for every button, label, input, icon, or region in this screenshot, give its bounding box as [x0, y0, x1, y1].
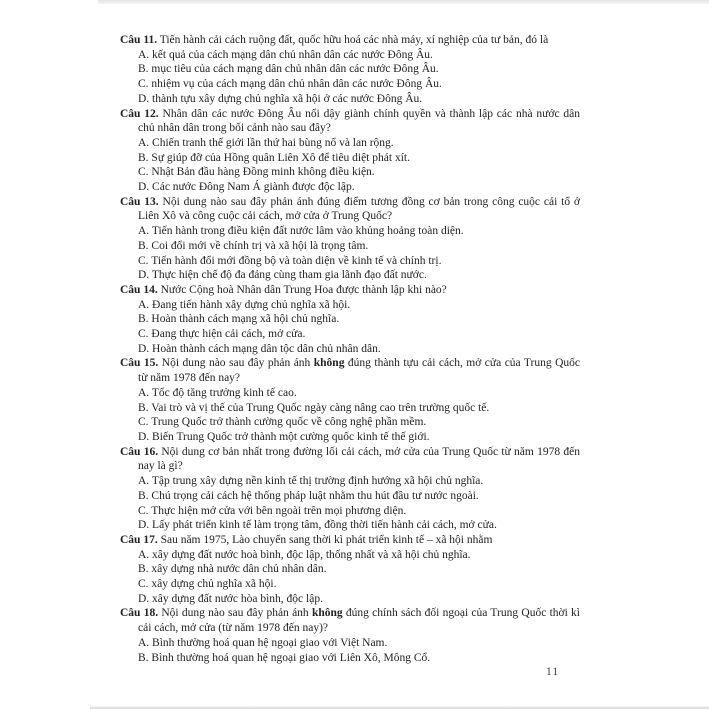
question-text — [120, 606, 580, 635]
question-label: Câu 17. — [120, 533, 158, 546]
question-text-segment: không — [313, 357, 345, 370]
question-text — [120, 356, 580, 385]
question-label: Câu 11. — [120, 34, 158, 46]
answer-option: D. thành tựu xây dựng chủ nghĩa xã hội ở các nước Đông Âu. — [138, 92, 423, 105]
question-text — [120, 445, 580, 474]
answer-option: B. Chú trọng cải cách hệ thống pháp luật nhằm thu hút đầu tư nước ngoài. — [138, 489, 479, 502]
question-text-segment: đúng thành tựu cải cách, mở cửa của Trung Quốc từ năm 1978 đến nay? — [138, 357, 580, 385]
answer-option: D. Các nước Đông Nam Á giành được độc lập. — [138, 181, 355, 194]
answer-option: D. Hoàn thành cách mạng dân tộc dân chủ nhân dân. — [138, 342, 381, 355]
answer-option: C. Thực hiện mở cửa với bên ngoài trên mọi phương diện. — [138, 504, 407, 517]
answer-option: B. mục tiêu của cách mạng dân chủ nhân dân các nước Đông Âu. — [138, 63, 439, 76]
question-block — [120, 107, 580, 195]
question-block — [120, 195, 580, 283]
answer-option: C. Nhật Bản đầu hàng Đồng minh không điều kiện. — [138, 166, 375, 179]
answer-option: B. Bình thường hoá quan hệ ngoại giao với Liên Xô, Mông Cổ. — [138, 651, 431, 664]
question-block — [120, 356, 580, 444]
answer-option: A. Bình thường hoá quan hệ ngoại giao với Việt Nam. — [138, 636, 388, 649]
answer-option: A. xây dựng đất nước hoà bình, độc lập, thống nhất và xã hội chủ nghĩa. — [138, 548, 471, 561]
answer-option: D. Biến Trung Quốc trở thành một cường quốc kinh tế thế giới. — [138, 430, 430, 443]
question-label: Câu 16. — [120, 445, 159, 458]
question-text — [120, 283, 580, 298]
answer-option: C. xây dựng chủ nghĩa xã hội. — [138, 578, 277, 591]
question-text-segment: Nước Cộng hoà Nhân dân Trung Hoa được thành lập khi nào? — [157, 283, 447, 296]
question-text — [120, 533, 580, 548]
answer-option: A. Chiến tranh thế giới lần thứ hai bùng nổ và lan rộng. — [138, 136, 394, 149]
answer-option: A. kết quả của cách mạng dân chủ nhân dân các nước Đông Âu. — [138, 48, 433, 61]
answer-option: B. Sự giúp đỡ của Hồng quân Liên Xô để tiêu diệt phát xít. — [138, 151, 410, 164]
question-text-segment: không — [311, 607, 343, 620]
question-text-segment: Tiến hành cải cách ruộng đất, quốc hữu hoá các nhà máy, xí nghiệp của tư bản, đó là — [157, 34, 549, 46]
answer-option: A. Đang tiến hành xây dựng chủ nghĩa xã hội. — [138, 298, 351, 311]
question-text — [120, 33, 580, 48]
answer-option: B. Hoàn thành cách mạng xã hội chủ nghĩa. — [138, 313, 340, 326]
question-block — [120, 283, 580, 357]
question-label: Câu 14. — [120, 283, 158, 296]
answer-option: C. nhiệm vụ của cách mạng dân chủ nhân dân các nước Đông Âu. — [138, 78, 442, 91]
answer-option: A. Tốc độ tăng trưởng kinh tế cao. — [138, 386, 297, 399]
question-label: Câu 12. — [120, 107, 159, 120]
question-text-segment: Nội dung cơ bản nhất trong đường lối cải cách, mở cửa của Trung Quốc từ năm 1978 đến nay là gì? — [138, 445, 580, 473]
question-text — [120, 107, 580, 136]
answer-option: C. Tiến hành đổi mới đồng bộ và toàn diện về kinh tế và chính trị. — [138, 254, 442, 267]
question-block — [120, 445, 580, 533]
answer-option: B. xây dựng nhà nước dân chủ nhân dân. — [138, 563, 327, 576]
answer-option: C. Đang thực hiện cải cách, mở cửa. — [138, 328, 306, 341]
answer-option: A. Tiến hành trong điều kiện đất nước lâm vào khủng hoảng toàn diện. — [138, 225, 464, 238]
question-label: Câu 18. — [120, 607, 159, 620]
question-text-segment: Nội dung nào sau đây phản ánh — [158, 357, 314, 370]
answer-option: B. Coi đổi mới về chính trị và xã hội là trọng tâm. — [138, 239, 369, 252]
question-label: Câu 13. — [120, 195, 159, 208]
page-number: 11 — [546, 666, 560, 678]
question-block — [120, 33, 580, 107]
answer-option: D. xây dựng đất nước hòa bình, độc lập. — [138, 592, 323, 605]
exam-question-list — [120, 33, 580, 665]
question-text-segment: đúng chính sách đối ngoại của Trung Quốc thời kì cải cách, mở cửa (từ năm 1978 đến nay)? — [138, 607, 580, 635]
question-block — [120, 606, 580, 665]
question-label: Câu 15. — [120, 357, 159, 370]
answer-option: B. Vai trò và vị thế của Trung Quốc ngày càng nâng cao trên trường quốc tế. — [138, 401, 490, 414]
question-text-segment: Nhân dân các nước Đông Âu nổi dậy giành chính quyền và thành lập các nhà nước dân chủ nhân dân trong bối cảnh nào sau đây? — [138, 107, 581, 135]
answer-option: D. Thực hiện chế độ đa đảng cùng tham gia lãnh đạo đất nước. — [138, 269, 427, 282]
question-text — [120, 195, 580, 224]
answer-option: D. Lấy phát triển kinh tế làm trọng tâm, đồng thời tiến hành cải cách, mở cửa. — [138, 519, 497, 532]
scan-edge-top — [98, 0, 709, 4]
question-text-segment: Sau năm 1975, Lào chuyển sang thời kì phát triển kinh tế – xã hội nhằm — [157, 533, 493, 546]
question-block — [120, 533, 580, 607]
question-text-segment: Nội dung nào sau đây phản ánh đúng điểm tương đồng cơ bản trong công cuộc cải tổ ở Liên Xô và công cuộc cải cách, mở cửa ở Trung Quốc? — [138, 195, 580, 223]
answer-option: C. Trung Quốc trở thành cường quốc về công nghệ phần mềm. — [138, 416, 427, 429]
answer-option: A. Tập trung xây dựng nền kinh tế thị trường định hướng xã hội chủ nghĩa. — [138, 475, 484, 488]
question-text-segment: Nội dung nào sau đây phản ánh — [158, 607, 312, 620]
